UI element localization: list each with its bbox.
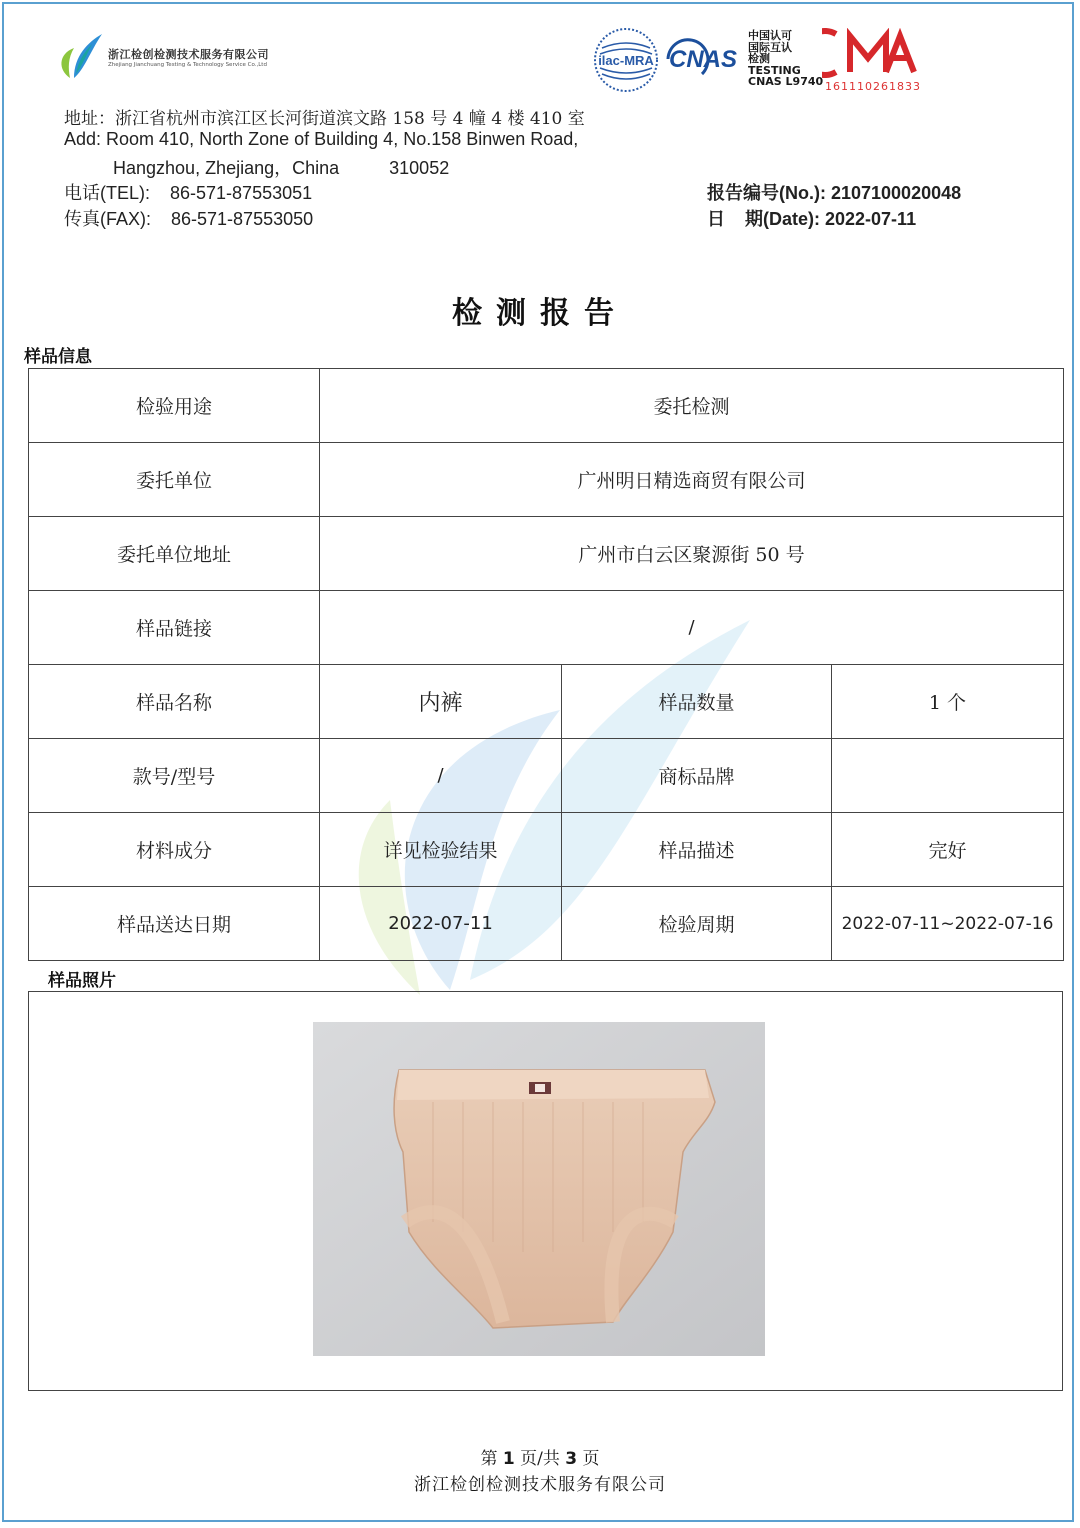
cnas-line-4: TESTING	[748, 63, 801, 77]
material-label: 材料成分	[29, 813, 320, 887]
sample-link-value: /	[320, 591, 1064, 665]
cma-number: 161110261833	[825, 80, 921, 93]
cnas-logo-icon	[662, 34, 744, 84]
table-row	[29, 887, 1064, 961]
ilac-mra-logo-icon	[592, 26, 660, 94]
delivery-date-value: 2022-07-11	[320, 887, 562, 961]
cma-logo-icon	[822, 28, 918, 78]
inspection-period-value: 2022-07-11~2022-07-16	[832, 887, 1064, 961]
report-number: 报告编号(No.): 2107100020048	[707, 183, 962, 203]
table-row	[29, 369, 1064, 443]
delivery-date-label: 样品送达日期	[29, 887, 320, 961]
table-row	[29, 665, 1064, 739]
purpose-label: 检验用途	[29, 369, 320, 443]
section-sample-photo: 样品照片	[48, 971, 116, 991]
page-indicator	[0, 1444, 1080, 1469]
page-prefix: 第	[480, 1449, 498, 1469]
section-sample-info: 样品信息	[24, 347, 92, 367]
client-address-label: 委托单位地址	[29, 517, 320, 591]
fax-line: 传真(FAX): 86-571-87553050	[64, 209, 314, 229]
description-value: 完好	[832, 813, 1064, 887]
model-label: 款号/型号	[29, 739, 320, 813]
report-date: 日 期(Date): 2022-07-11	[707, 209, 917, 229]
cma-label: CMA	[822, 28, 825, 29]
sample-name-label: 样品名称	[29, 665, 320, 739]
cnas-line-3: 检测	[748, 52, 770, 65]
table-row	[29, 443, 1064, 517]
address-cn: 地址：浙江省杭州市滨江区长河街道滨文路 158 号 4 幢 4 楼 410 室	[64, 109, 585, 129]
client-label: 委托单位	[29, 443, 320, 517]
page-number: 1	[502, 1449, 515, 1469]
page-title: 检测报告	[452, 296, 628, 331]
cnas-line-2: 国际互认	[748, 40, 792, 54]
sample-name-value: 内裤	[320, 665, 562, 739]
page-total: 3	[565, 1449, 578, 1469]
ilac-label: ilac-MRA	[598, 53, 654, 68]
purpose-value: 委托检测	[320, 369, 1064, 443]
material-value: 详见检验结果	[320, 813, 562, 887]
cnas-line-5: CNAS L9740	[748, 75, 824, 88]
sample-link-label: 样品链接	[29, 591, 320, 665]
table-row	[29, 739, 1064, 813]
footer-company: 浙江检创检测技术服务有限公司	[414, 1475, 666, 1495]
description-label: 样品描述	[562, 813, 832, 887]
sample-qty-value: 1 个	[832, 665, 1064, 739]
client-address-value: 广州市白云区聚源街 50 号	[320, 517, 1064, 591]
company-name-cn: 浙江检创检测技术服务有限公司	[108, 48, 269, 61]
cnas-label: CNAS	[668, 46, 738, 73]
sample-info-table	[28, 368, 1064, 961]
model-value: /	[320, 739, 562, 813]
cnas-accreditation-text	[748, 30, 823, 88]
inspection-period-label: 检验周期	[562, 887, 832, 961]
table-row	[29, 517, 1064, 591]
brand-value	[832, 739, 1064, 813]
tel-line: 电话(TEL): 86-571-87553051	[64, 183, 313, 203]
cnas-line-1: 中国认可	[748, 29, 792, 42]
page-suffix: 页	[582, 1449, 600, 1469]
sample-photo-image	[313, 1022, 765, 1356]
company-name-en: Zhejiang Jianchuang Testing & Technology Service Co.,Ltd	[108, 62, 267, 68]
brand-label: 商标品牌	[562, 739, 832, 813]
address-en-line2: Hangzhou, Zhejiang，China 310052	[113, 158, 450, 178]
address-en-line1: Add: Room 410, North Zone of Building 4, No.158 Binwen Road,	[64, 129, 579, 149]
sample-qty-label: 样品数量	[562, 665, 832, 739]
table-row	[29, 813, 1064, 887]
company-logo-icon	[56, 30, 104, 80]
client-value: 广州明日精选商贸有限公司	[320, 443, 1064, 517]
table-row	[29, 591, 1064, 665]
page-mid: 页/共	[520, 1449, 560, 1469]
